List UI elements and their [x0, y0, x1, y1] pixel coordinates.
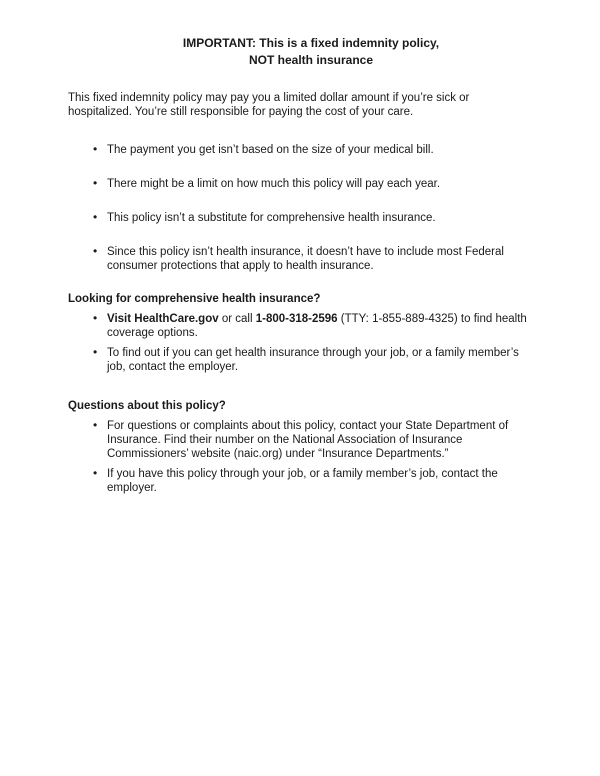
title-line-2: NOT health insurance — [248, 53, 374, 67]
coverage-section-heading: Looking for comprehensive health insurance? — [68, 293, 321, 305]
list-item: • There might be a limit on how much this policy will pay each year. — [68, 177, 536, 191]
document-title — [68, 35, 536, 69]
list-item: • For questions or complaints about this policy, contact your State Department of Insurance. Find their number on the National Association of Insurance Commissioners’ website (naic.org) under “Insurance Departments.” — [68, 419, 536, 461]
questions-section-heading: Questions about this policy? — [68, 400, 226, 412]
list-item — [68, 312, 536, 340]
list-item: • If you have this policy through your job, or a family member’s job, contact the employer. — [68, 467, 536, 495]
coverage-section — [68, 292, 536, 374]
phone-number-text: 1-800-318-2596 — [255, 313, 338, 325]
bullet-text: (TTY: 1-855-889-4325) to find health coverage options. — [107, 313, 527, 339]
list-item: • The payment you get isn’t based on the size of your medical bill. — [68, 143, 536, 157]
healthcare-gov-text: Visit HealthCare.gov — [107, 313, 219, 325]
list-item: • Since this policy isn’t health insurance, it doesn’t have to include most Federal consumer protections that apply to health insurance. — [68, 245, 536, 273]
questions-list — [68, 419, 536, 495]
bullet-text: or call — [218, 313, 256, 325]
questions-section — [68, 399, 536, 495]
list-item: • To find out if you can get health insurance through your job, or a family member’s job, contact the employer. — [68, 346, 536, 374]
coverage-list — [68, 312, 536, 374]
title-line-1: IMPORTANT: This is a fixed indemnity policy, — [182, 36, 440, 50]
key-points-list — [68, 143, 536, 273]
list-item: • This policy isn’t a substitute for comprehensive health insurance. — [68, 211, 536, 225]
intro-paragraph: This fixed indemnity policy may pay you a limited dollar amount if you’re sick or hospitalized. You’re still responsible for paying the cost of your care. — [68, 92, 470, 118]
